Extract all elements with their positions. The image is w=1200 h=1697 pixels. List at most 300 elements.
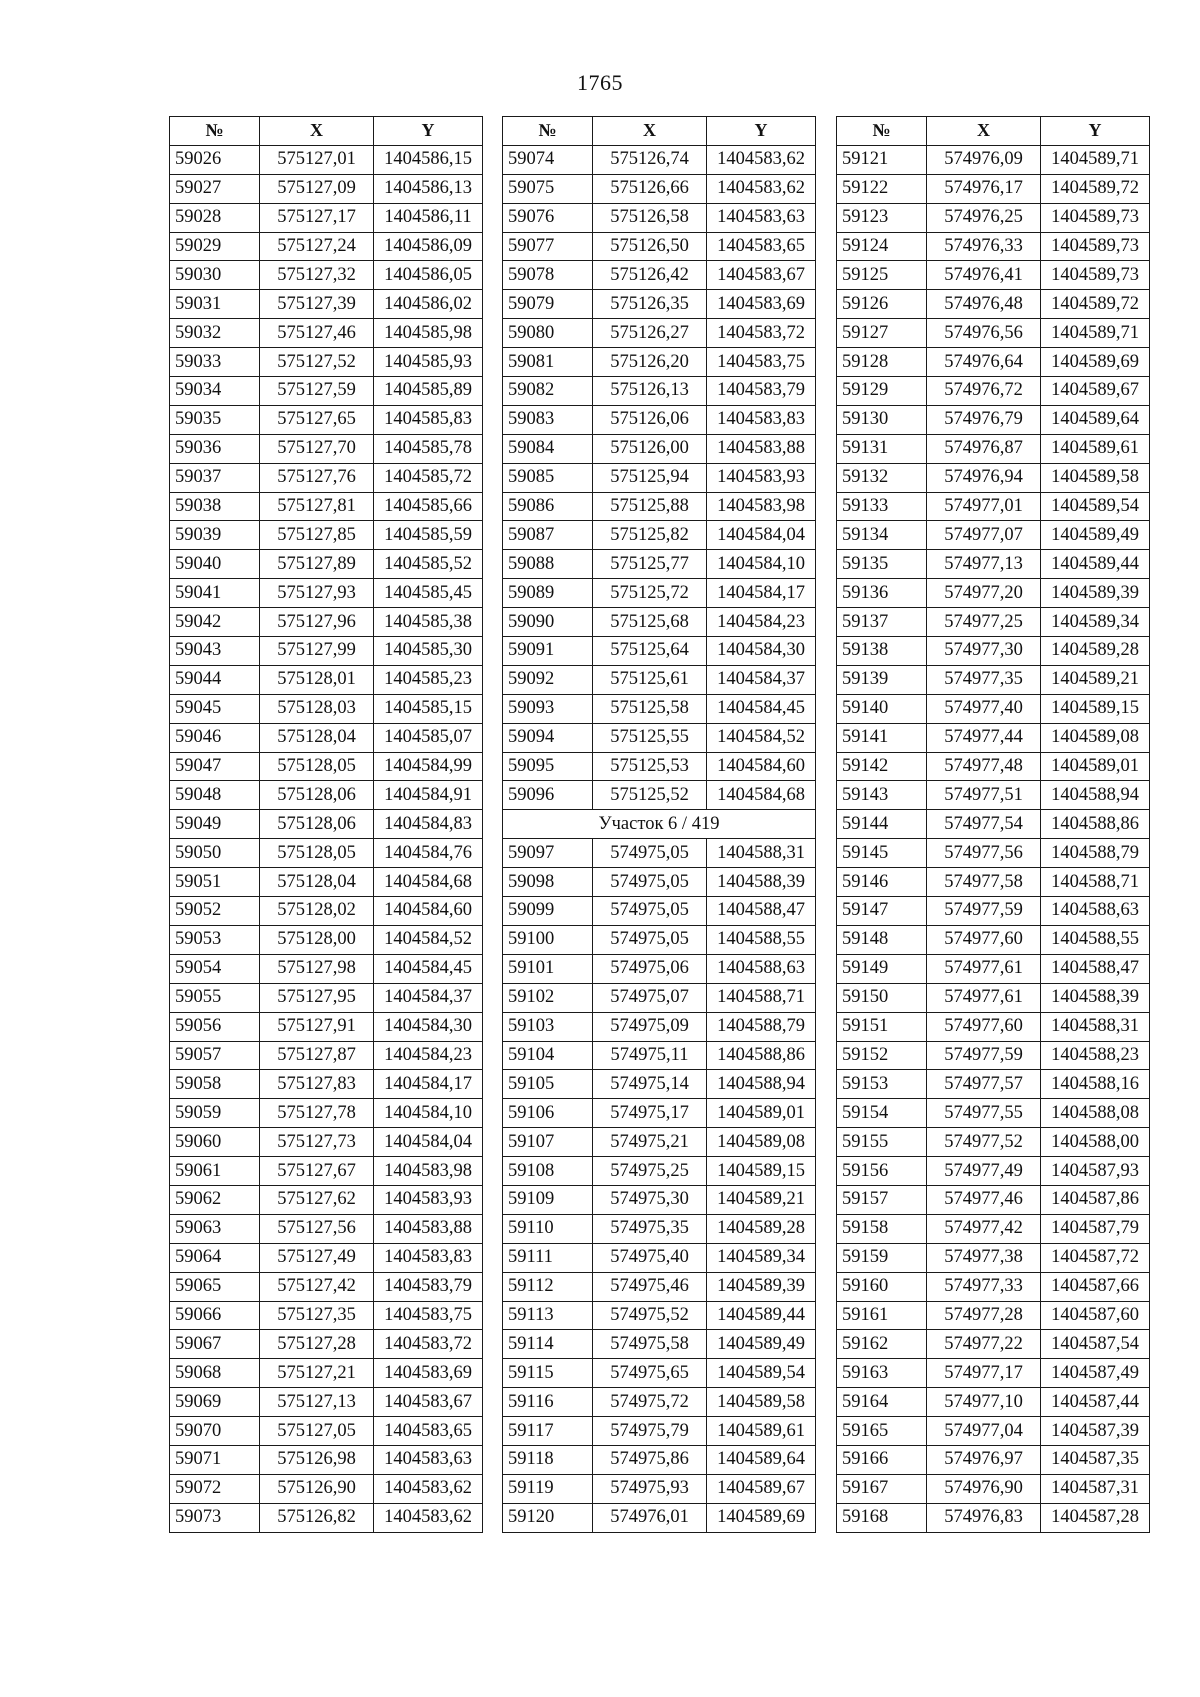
point-number-cell: 59033	[170, 348, 260, 377]
table-row	[503, 608, 816, 637]
y-coordinate-cell: 1404584,30	[707, 637, 816, 666]
y-coordinate-cell: 1404583,63	[374, 1445, 483, 1474]
x-coordinate-cell: 575126,58	[593, 203, 707, 232]
point-number-cell: 59167	[837, 1474, 927, 1503]
point-number-cell: 59159	[837, 1243, 927, 1272]
x-coordinate-cell: 574975,09	[593, 1012, 707, 1041]
table-row	[837, 203, 1150, 232]
point-number-cell: 59101	[503, 954, 593, 983]
y-coordinate-cell: 1404589,67	[1041, 377, 1150, 406]
point-number-cell: 59133	[837, 492, 927, 521]
x-coordinate-cell: 574977,28	[927, 1301, 1041, 1330]
y-coordinate-cell: 1404585,59	[374, 521, 483, 550]
y-coordinate-cell: 1404589,71	[1041, 319, 1150, 348]
x-coordinate-cell: 575125,61	[593, 665, 707, 694]
x-coordinate-cell: 574977,13	[927, 550, 1041, 579]
table-header-row	[170, 117, 483, 146]
x-coordinate-cell: 574976,64	[927, 348, 1041, 377]
point-number-cell: 59078	[503, 261, 593, 290]
x-coordinate-cell: 575125,64	[593, 637, 707, 666]
table-row	[170, 261, 483, 290]
y-coordinate-cell: 1404589,15	[707, 1157, 816, 1186]
table-row	[503, 463, 816, 492]
y-coordinate-cell: 1404585,66	[374, 492, 483, 521]
table-row	[170, 839, 483, 868]
table-row	[837, 319, 1150, 348]
table-row	[503, 839, 816, 868]
table-row	[170, 521, 483, 550]
y-coordinate-cell: 1404588,94	[1041, 781, 1150, 810]
point-number-cell: 59129	[837, 377, 927, 406]
x-coordinate-cell: 574975,05	[593, 839, 707, 868]
table-row	[503, 1157, 816, 1186]
x-coordinate-cell: 574976,56	[927, 319, 1041, 348]
y-coordinate-cell: 1404583,83	[374, 1243, 483, 1272]
y-coordinate-cell: 1404589,01	[707, 1099, 816, 1128]
table-row	[503, 550, 816, 579]
point-number-cell: 59038	[170, 492, 260, 521]
y-coordinate-cell: 1404589,54	[707, 1359, 816, 1388]
y-coordinate-cell: 1404586,15	[374, 145, 483, 174]
x-coordinate-cell: 575125,77	[593, 550, 707, 579]
x-coordinate-cell: 575125,52	[593, 781, 707, 810]
point-number-cell: 59145	[837, 839, 927, 868]
table-row	[170, 405, 483, 434]
y-coordinate-cell: 1404589,61	[707, 1417, 816, 1446]
x-coordinate-cell: 575127,28	[260, 1330, 374, 1359]
x-coordinate-cell: 574975,30	[593, 1185, 707, 1214]
x-coordinate-cell: 575126,06	[593, 405, 707, 434]
y-coordinate-cell: 1404583,93	[707, 463, 816, 492]
x-coordinate-cell: 574977,61	[927, 954, 1041, 983]
table-row	[837, 752, 1150, 781]
table-row	[837, 463, 1150, 492]
y-coordinate-cell: 1404585,52	[374, 550, 483, 579]
x-coordinate-cell: 575126,50	[593, 232, 707, 261]
header-y: Y	[707, 117, 816, 146]
x-coordinate-cell: 574976,33	[927, 232, 1041, 261]
x-coordinate-cell: 575128,04	[260, 868, 374, 897]
y-coordinate-cell: 1404587,49	[1041, 1359, 1150, 1388]
point-number-cell: 59036	[170, 434, 260, 463]
point-number-cell: 59158	[837, 1214, 927, 1243]
table-row	[170, 925, 483, 954]
y-coordinate-cell: 1404589,15	[1041, 694, 1150, 723]
y-coordinate-cell: 1404585,83	[374, 405, 483, 434]
table-header-row	[837, 117, 1150, 146]
y-coordinate-cell: 1404589,34	[707, 1243, 816, 1272]
y-coordinate-cell: 1404588,94	[707, 1070, 816, 1099]
y-coordinate-cell: 1404588,23	[1041, 1041, 1150, 1070]
y-coordinate-cell: 1404589,08	[707, 1128, 816, 1157]
point-number-cell: 59070	[170, 1417, 260, 1446]
y-coordinate-cell: 1404584,17	[707, 579, 816, 608]
table-row	[170, 637, 483, 666]
table-row	[837, 1157, 1150, 1186]
point-number-cell: 59076	[503, 203, 593, 232]
point-number-cell: 59155	[837, 1128, 927, 1157]
table-row	[837, 232, 1150, 261]
point-number-cell: 59077	[503, 232, 593, 261]
y-coordinate-cell: 1404584,45	[374, 954, 483, 983]
table-row	[170, 319, 483, 348]
x-coordinate-cell: 574975,35	[593, 1214, 707, 1243]
y-coordinate-cell: 1404583,93	[374, 1185, 483, 1214]
y-coordinate-cell: 1404584,60	[707, 752, 816, 781]
x-coordinate-cell: 574975,14	[593, 1070, 707, 1099]
table-row	[503, 377, 816, 406]
x-coordinate-cell: 575127,70	[260, 434, 374, 463]
y-coordinate-cell: 1404588,39	[707, 868, 816, 897]
table-row	[503, 261, 816, 290]
y-coordinate-cell: 1404587,31	[1041, 1474, 1150, 1503]
point-number-cell: 59112	[503, 1272, 593, 1301]
x-coordinate-cell: 575127,52	[260, 348, 374, 377]
y-coordinate-cell: 1404583,65	[707, 232, 816, 261]
point-number-cell: 59107	[503, 1128, 593, 1157]
table-row	[837, 145, 1150, 174]
y-coordinate-cell: 1404589,58	[1041, 463, 1150, 492]
point-number-cell: 59102	[503, 983, 593, 1012]
point-number-cell: 59037	[170, 463, 260, 492]
table-row	[837, 290, 1150, 319]
table-row	[170, 463, 483, 492]
x-coordinate-cell: 574976,01	[593, 1503, 707, 1532]
x-coordinate-cell: 574975,07	[593, 983, 707, 1012]
point-number-cell: 59166	[837, 1445, 927, 1474]
table-row	[170, 579, 483, 608]
table-row	[837, 1099, 1150, 1128]
header-number: №	[170, 117, 260, 146]
point-number-cell: 59042	[170, 608, 260, 637]
y-coordinate-cell: 1404585,78	[374, 434, 483, 463]
y-coordinate-cell: 1404584,45	[707, 694, 816, 723]
point-number-cell: 59119	[503, 1474, 593, 1503]
point-number-cell: 59089	[503, 579, 593, 608]
x-coordinate-cell: 574976,97	[927, 1445, 1041, 1474]
point-number-cell: 59110	[503, 1214, 593, 1243]
table-row	[170, 694, 483, 723]
table-row	[503, 1503, 816, 1532]
x-coordinate-cell: 574975,11	[593, 1041, 707, 1070]
table-row	[170, 1099, 483, 1128]
x-coordinate-cell: 575127,42	[260, 1272, 374, 1301]
point-number-cell: 59057	[170, 1041, 260, 1070]
table-row	[170, 1070, 483, 1099]
x-coordinate-cell: 575126,35	[593, 290, 707, 319]
point-number-cell: 59064	[170, 1243, 260, 1272]
point-number-cell: 59060	[170, 1128, 260, 1157]
y-coordinate-cell: 1404584,60	[374, 897, 483, 926]
table-body	[837, 145, 1150, 1532]
x-coordinate-cell: 574977,44	[927, 723, 1041, 752]
table-row	[837, 1301, 1150, 1330]
table-row	[170, 1388, 483, 1417]
y-coordinate-cell: 1404588,16	[1041, 1070, 1150, 1099]
y-coordinate-cell: 1404589,44	[1041, 550, 1150, 579]
y-coordinate-cell: 1404583,67	[374, 1388, 483, 1417]
y-coordinate-cell: 1404588,86	[1041, 810, 1150, 839]
y-coordinate-cell: 1404586,11	[374, 203, 483, 232]
header-x: X	[260, 117, 374, 146]
y-coordinate-cell: 1404583,63	[707, 203, 816, 232]
x-coordinate-cell: 575127,83	[260, 1070, 374, 1099]
point-number-cell: 59086	[503, 492, 593, 521]
y-coordinate-cell: 1404584,04	[707, 521, 816, 550]
point-number-cell: 59074	[503, 145, 593, 174]
point-number-cell: 59138	[837, 637, 927, 666]
point-number-cell: 59049	[170, 810, 260, 839]
point-number-cell: 59088	[503, 550, 593, 579]
x-coordinate-cell: 574976,94	[927, 463, 1041, 492]
x-coordinate-cell: 575128,06	[260, 810, 374, 839]
point-number-cell: 59134	[837, 521, 927, 550]
point-number-cell: 59153	[837, 1070, 927, 1099]
point-number-cell: 59041	[170, 579, 260, 608]
point-number-cell: 59152	[837, 1041, 927, 1070]
x-coordinate-cell: 575127,13	[260, 1388, 374, 1417]
x-coordinate-cell: 574976,87	[927, 434, 1041, 463]
point-number-cell: 59131	[837, 434, 927, 463]
x-coordinate-cell: 574976,83	[927, 1503, 1041, 1532]
x-coordinate-cell: 575127,98	[260, 954, 374, 983]
x-coordinate-cell: 574975,05	[593, 925, 707, 954]
y-coordinate-cell: 1404583,69	[374, 1359, 483, 1388]
point-number-cell: 59091	[503, 637, 593, 666]
point-number-cell: 59140	[837, 694, 927, 723]
point-number-cell: 59154	[837, 1099, 927, 1128]
y-coordinate-cell: 1404584,52	[374, 925, 483, 954]
point-number-cell: 59055	[170, 983, 260, 1012]
y-coordinate-cell: 1404584,30	[374, 1012, 483, 1041]
table-row	[170, 145, 483, 174]
table-row	[837, 174, 1150, 203]
point-number-cell: 59062	[170, 1185, 260, 1214]
point-number-cell: 59148	[837, 925, 927, 954]
table-row	[837, 810, 1150, 839]
point-number-cell: 59117	[503, 1417, 593, 1446]
point-number-cell: 59061	[170, 1157, 260, 1186]
y-coordinate-cell: 1404588,79	[1041, 839, 1150, 868]
y-coordinate-cell: 1404589,44	[707, 1301, 816, 1330]
y-coordinate-cell: 1404589,67	[707, 1474, 816, 1503]
y-coordinate-cell: 1404587,44	[1041, 1388, 1150, 1417]
table-row	[837, 897, 1150, 926]
y-coordinate-cell: 1404585,98	[374, 319, 483, 348]
table-row	[503, 897, 816, 926]
x-coordinate-cell: 575126,20	[593, 348, 707, 377]
x-coordinate-cell: 575126,13	[593, 377, 707, 406]
table-row	[837, 983, 1150, 1012]
point-number-cell: 59151	[837, 1012, 927, 1041]
x-coordinate-cell: 574977,60	[927, 1012, 1041, 1041]
point-number-cell: 59065	[170, 1272, 260, 1301]
x-coordinate-cell: 575127,67	[260, 1157, 374, 1186]
y-coordinate-cell: 1404588,47	[707, 897, 816, 926]
y-coordinate-cell: 1404584,37	[374, 983, 483, 1012]
y-coordinate-cell: 1404588,00	[1041, 1128, 1150, 1157]
y-coordinate-cell: 1404589,58	[707, 1388, 816, 1417]
point-number-cell: 59056	[170, 1012, 260, 1041]
table-row	[837, 1070, 1150, 1099]
point-number-cell: 59143	[837, 781, 927, 810]
y-coordinate-cell: 1404585,23	[374, 665, 483, 694]
y-coordinate-cell: 1404583,67	[707, 261, 816, 290]
point-number-cell: 59039	[170, 521, 260, 550]
coordinates-table-middle	[502, 116, 816, 1533]
y-coordinate-cell: 1404584,99	[374, 752, 483, 781]
point-number-cell: 59044	[170, 665, 260, 694]
y-coordinate-cell: 1404587,35	[1041, 1445, 1150, 1474]
table-row	[503, 1272, 816, 1301]
x-coordinate-cell: 574977,01	[927, 492, 1041, 521]
table-row	[503, 1243, 816, 1272]
y-coordinate-cell: 1404589,28	[1041, 637, 1150, 666]
y-coordinate-cell: 1404583,69	[707, 290, 816, 319]
table-row	[837, 1474, 1150, 1503]
x-coordinate-cell: 574976,79	[927, 405, 1041, 434]
table-row	[503, 1445, 816, 1474]
point-number-cell: 59106	[503, 1099, 593, 1128]
x-coordinate-cell: 574977,54	[927, 810, 1041, 839]
x-coordinate-cell: 575128,02	[260, 897, 374, 926]
table-row	[837, 348, 1150, 377]
table-row	[503, 145, 816, 174]
header-x: X	[593, 117, 707, 146]
table-row	[837, 637, 1150, 666]
table-row	[503, 1070, 816, 1099]
point-number-cell: 59136	[837, 579, 927, 608]
y-coordinate-cell: 1404584,91	[374, 781, 483, 810]
x-coordinate-cell: 575127,93	[260, 579, 374, 608]
table-row	[170, 1474, 483, 1503]
y-coordinate-cell: 1404584,52	[707, 723, 816, 752]
table-row	[503, 348, 816, 377]
point-number-cell: 59071	[170, 1445, 260, 1474]
y-coordinate-cell: 1404584,68	[707, 781, 816, 810]
x-coordinate-cell: 575126,82	[260, 1503, 374, 1532]
x-coordinate-cell: 575128,05	[260, 752, 374, 781]
x-coordinate-cell: 574977,56	[927, 839, 1041, 868]
y-coordinate-cell: 1404588,31	[1041, 1012, 1150, 1041]
point-number-cell: 59146	[837, 868, 927, 897]
point-number-cell: 59123	[837, 203, 927, 232]
table-row	[503, 1301, 816, 1330]
y-coordinate-cell: 1404583,98	[707, 492, 816, 521]
y-coordinate-cell: 1404583,62	[707, 174, 816, 203]
y-coordinate-cell: 1404585,89	[374, 377, 483, 406]
point-number-cell: 59128	[837, 348, 927, 377]
table-row	[837, 694, 1150, 723]
point-number-cell: 59109	[503, 1185, 593, 1214]
table-row	[170, 377, 483, 406]
table-row	[170, 1417, 483, 1446]
y-coordinate-cell: 1404583,65	[374, 1417, 483, 1446]
point-number-cell: 59114	[503, 1330, 593, 1359]
x-coordinate-cell: 574977,35	[927, 665, 1041, 694]
x-coordinate-cell: 575127,85	[260, 521, 374, 550]
point-number-cell: 59096	[503, 781, 593, 810]
table-row	[503, 405, 816, 434]
table-row	[837, 579, 1150, 608]
y-coordinate-cell: 1404585,07	[374, 723, 483, 752]
y-coordinate-cell: 1404589,21	[1041, 665, 1150, 694]
point-number-cell: 59073	[170, 1503, 260, 1532]
point-number-cell: 59121	[837, 145, 927, 174]
x-coordinate-cell: 574975,40	[593, 1243, 707, 1272]
x-coordinate-cell: 575127,24	[260, 232, 374, 261]
point-number-cell: 59035	[170, 405, 260, 434]
x-coordinate-cell: 574975,21	[593, 1128, 707, 1157]
x-coordinate-cell: 575127,09	[260, 174, 374, 203]
x-coordinate-cell: 575125,58	[593, 694, 707, 723]
y-coordinate-cell: 1404589,39	[707, 1272, 816, 1301]
x-coordinate-cell: 574975,46	[593, 1272, 707, 1301]
x-coordinate-cell: 574977,46	[927, 1185, 1041, 1214]
x-coordinate-cell: 574977,51	[927, 781, 1041, 810]
table-row	[170, 434, 483, 463]
x-coordinate-cell: 574975,72	[593, 1388, 707, 1417]
y-coordinate-cell: 1404587,79	[1041, 1214, 1150, 1243]
y-coordinate-cell: 1404589,21	[707, 1185, 816, 1214]
point-number-cell: 59067	[170, 1330, 260, 1359]
x-coordinate-cell: 575127,87	[260, 1041, 374, 1070]
point-number-cell: 59028	[170, 203, 260, 232]
x-coordinate-cell: 575125,68	[593, 608, 707, 637]
point-number-cell: 59135	[837, 550, 927, 579]
table-row	[503, 723, 816, 752]
table-row	[170, 1503, 483, 1532]
point-number-cell: 59162	[837, 1330, 927, 1359]
table-row	[503, 868, 816, 897]
table-row	[837, 925, 1150, 954]
y-coordinate-cell: 1404589,39	[1041, 579, 1150, 608]
header-y: Y	[1041, 117, 1150, 146]
point-number-cell: 59075	[503, 174, 593, 203]
table-row	[837, 1445, 1150, 1474]
table-row	[503, 694, 816, 723]
table-row	[837, 1503, 1150, 1532]
section-row	[503, 810, 816, 839]
point-number-cell: 59059	[170, 1099, 260, 1128]
y-coordinate-cell: 1404588,08	[1041, 1099, 1150, 1128]
y-coordinate-cell: 1404586,09	[374, 232, 483, 261]
point-number-cell: 59095	[503, 752, 593, 781]
point-number-cell: 59137	[837, 608, 927, 637]
table-row	[837, 1417, 1150, 1446]
y-coordinate-cell: 1404588,86	[707, 1041, 816, 1070]
table-row	[170, 781, 483, 810]
table-row	[503, 665, 816, 694]
table-header-row	[503, 117, 816, 146]
table-row	[837, 954, 1150, 983]
table-row	[170, 1128, 483, 1157]
coordinates-table-right	[836, 116, 1150, 1533]
table-row	[170, 1214, 483, 1243]
table-row	[837, 781, 1150, 810]
table-row	[170, 1157, 483, 1186]
table-row	[837, 608, 1150, 637]
table-row	[170, 723, 483, 752]
y-coordinate-cell: 1404589,54	[1041, 492, 1150, 521]
point-number-cell: 59092	[503, 665, 593, 694]
header-y: Y	[374, 117, 483, 146]
table-row	[170, 492, 483, 521]
table-row	[837, 492, 1150, 521]
y-coordinate-cell: 1404583,62	[374, 1503, 483, 1532]
point-number-cell: 59050	[170, 839, 260, 868]
point-number-cell: 59098	[503, 868, 593, 897]
